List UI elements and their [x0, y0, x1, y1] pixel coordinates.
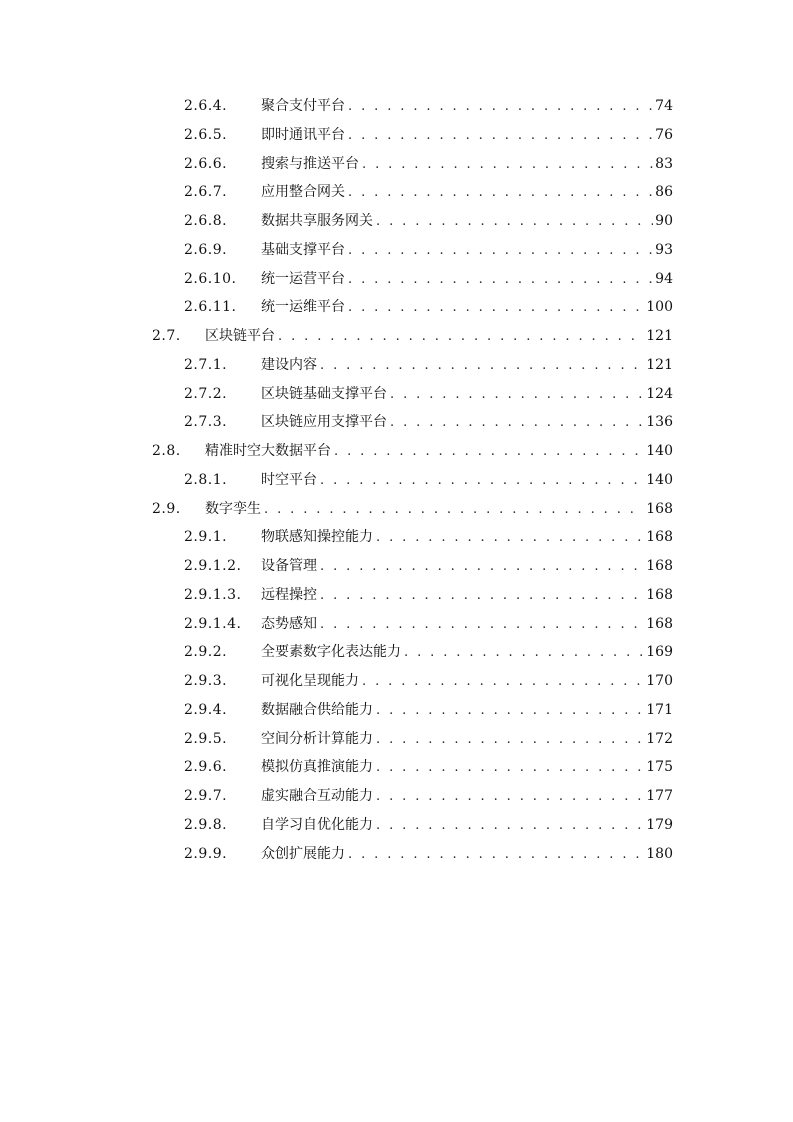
- toc-entry-title: 物联感知操控能力: [261, 529, 373, 546]
- toc-entry[interactable]: [0, 610, 793, 639]
- toc-entry-number: 2.6.10.: [184, 270, 237, 287]
- toc-entry-line: [261, 466, 673, 496]
- toc-entry-line: [261, 552, 673, 582]
- toc-entry-title: 基础支撑平台: [261, 241, 345, 258]
- toc-entry[interactable]: [0, 696, 793, 725]
- toc-entry-line: [205, 437, 673, 467]
- dot-leader: [376, 812, 644, 841]
- dot-leader: [376, 524, 644, 553]
- toc-entry-page-number: 168: [646, 615, 673, 632]
- toc-entry-title: 数据共享服务网关: [261, 213, 373, 229]
- toc-entry-line: [261, 293, 673, 323]
- toc-entry[interactable]: [0, 437, 793, 466]
- toc-entry-number: 2.6.7.: [184, 184, 228, 201]
- toc-entry-page-number: 94: [655, 270, 673, 287]
- toc-entry-number: 2.9.: [152, 500, 181, 517]
- toc-entry-number: 2.6.11.: [184, 299, 237, 316]
- toc-entry-page-number: 168: [646, 500, 673, 517]
- toc-entry-line: [261, 150, 673, 180]
- dot-leader: [348, 237, 653, 266]
- toc-entry-number: 2.9.4.: [184, 701, 228, 718]
- toc-entry-line: [261, 811, 673, 841]
- toc-entry-title: 精准时空大数据平台: [205, 443, 331, 459]
- dot-leader: [264, 496, 644, 525]
- toc-entry-page-number: 121: [646, 328, 673, 344]
- toc-entry[interactable]: [0, 178, 793, 207]
- dot-leader: [320, 352, 644, 381]
- toc-entry-title: 众创扩展能力: [261, 845, 345, 862]
- toc-entry[interactable]: [0, 466, 793, 495]
- toc-entry-page-number: 124: [646, 385, 673, 402]
- toc-entry-title: 区块链应用支撑平台: [261, 414, 387, 431]
- toc-entry-line: [261, 351, 673, 381]
- dot-leader: [334, 438, 644, 467]
- toc-entry[interactable]: [0, 236, 793, 265]
- toc-entry-line: [261, 725, 673, 755]
- toc-entry[interactable]: [0, 265, 793, 294]
- toc-entry-number: 2.8.1.: [184, 471, 228, 488]
- toc-entry-page-number: 76: [655, 126, 673, 143]
- toc-entry-page-number: 179: [646, 816, 673, 833]
- toc-entry-title: 设备管理: [261, 558, 317, 574]
- toc-entry-title: 统一运营平台: [261, 270, 345, 287]
- toc-entry[interactable]: [0, 552, 793, 581]
- toc-entry-number: 2.9.5.: [184, 730, 228, 747]
- toc-entry-page-number: 168: [646, 529, 673, 546]
- toc-entry-number: 2.9.9.: [184, 845, 228, 862]
- toc-entry-number: 2.9.7.: [184, 788, 228, 804]
- toc-entry[interactable]: [0, 667, 793, 696]
- toc-entry-page-number: 171: [646, 701, 673, 718]
- toc-entry-page-number: 172: [646, 730, 673, 747]
- toc-entry-line: [261, 782, 673, 812]
- toc-entry-number: 2.7.2.: [184, 385, 228, 402]
- toc-entry-title: 建设内容: [261, 356, 317, 373]
- toc-entry[interactable]: [0, 782, 793, 811]
- toc-entry-number: 2.8.: [152, 443, 181, 459]
- toc-entry-title: 区块链平台: [205, 328, 275, 344]
- toc-entry[interactable]: [0, 523, 793, 552]
- toc-entry-number: 2.6.4.: [184, 98, 228, 114]
- toc-entry-page-number: 140: [646, 471, 673, 488]
- toc-entry-page-number: 140: [646, 443, 673, 459]
- toc-entry-number: 2.9.1.3.: [184, 586, 242, 603]
- toc-entry[interactable]: [0, 351, 793, 380]
- dot-leader: [376, 726, 644, 755]
- toc-entry-line: [261, 610, 673, 640]
- toc-entry-page-number: 169: [646, 644, 673, 661]
- toc-entry-title: 全要素数字化表达能力: [261, 644, 401, 661]
- dot-leader: [390, 409, 644, 438]
- toc-entry[interactable]: [0, 408, 793, 437]
- toc-entry-title: 数字孪生: [205, 500, 261, 517]
- table-of-contents: [0, 92, 793, 868]
- toc-entry-line: [261, 581, 673, 611]
- toc-entry-line: [261, 638, 673, 668]
- toc-entry-page-number: 168: [646, 558, 673, 574]
- toc-entry-number: 2.9.8.: [184, 816, 228, 833]
- toc-entry-page-number: 90: [655, 213, 673, 229]
- toc-entry[interactable]: [0, 840, 793, 869]
- toc-entry[interactable]: [0, 638, 793, 667]
- toc-entry-page-number: 175: [646, 759, 673, 776]
- toc-entry-title: 虚实融合互动能力: [261, 788, 373, 804]
- toc-entry[interactable]: [0, 495, 793, 524]
- toc-entry-title: 统一运维平台: [261, 299, 345, 316]
- toc-entry-title: 聚合支付平台: [261, 98, 345, 114]
- toc-entry-line: [205, 495, 673, 525]
- toc-entry-title: 模拟仿真推演能力: [261, 759, 373, 776]
- toc-entry-line: [261, 265, 673, 295]
- toc-entry[interactable]: [0, 380, 793, 409]
- toc-entry[interactable]: [0, 121, 793, 150]
- toc-entry-number: 2.9.2.: [184, 644, 228, 661]
- toc-entry-line: [261, 753, 673, 783]
- toc-entry-title: 远程操控: [261, 586, 317, 603]
- toc-entry-number: 2.6.8.: [184, 213, 228, 229]
- toc-entry[interactable]: [0, 811, 793, 840]
- toc-entry[interactable]: [0, 322, 793, 351]
- toc-entry-page-number: 121: [646, 356, 673, 373]
- toc-entry[interactable]: [0, 725, 793, 754]
- toc-entry-title: 搜索与推送平台: [261, 155, 359, 172]
- toc-entry-title: 时空平台: [261, 471, 317, 488]
- toc-entry-page-number: 83: [655, 155, 673, 172]
- dot-leader: [348, 266, 653, 295]
- dot-leader: [376, 208, 653, 237]
- toc-entry-title: 自学习自优化能力: [261, 816, 373, 833]
- dot-leader: [376, 783, 644, 812]
- toc-entry-page-number: 180: [646, 845, 673, 862]
- toc-entry-title: 应用整合网关: [261, 184, 345, 201]
- toc-entry[interactable]: [0, 581, 793, 610]
- toc-entry-number: 2.7.: [152, 328, 181, 344]
- toc-entry-number: 2.9.6.: [184, 759, 228, 776]
- toc-entry-title: 即时通讯平台: [261, 126, 345, 143]
- toc-entry-page-number: 86: [655, 184, 673, 201]
- toc-entry-number: 2.9.1.: [184, 529, 228, 546]
- toc-entry[interactable]: [0, 207, 793, 236]
- dot-leader: [376, 754, 644, 783]
- dot-leader: [348, 841, 644, 870]
- toc-entry-line: [261, 236, 673, 266]
- dot-leader: [320, 611, 644, 640]
- toc-entry-number: 2.9.3.: [184, 673, 228, 689]
- dot-leader: [348, 122, 653, 151]
- toc-entry-line: [261, 121, 673, 151]
- dot-leader: [348, 93, 653, 122]
- toc-entry-title: 态势感知: [261, 615, 317, 632]
- dot-leader: [320, 553, 644, 582]
- toc-entry-title: 数据融合供给能力: [261, 701, 373, 718]
- toc-entry-line: [261, 523, 673, 553]
- toc-entry-page-number: 93: [655, 241, 673, 258]
- toc-entry[interactable]: [0, 150, 793, 179]
- toc-entry-title: 可视化呈现能力: [261, 673, 359, 689]
- dot-leader: [390, 381, 644, 410]
- dot-leader: [348, 294, 644, 323]
- toc-entry-page-number: 177: [646, 788, 673, 804]
- toc-entry-number: 2.6.5.: [184, 126, 228, 143]
- toc-entry-line: [261, 840, 673, 870]
- toc-entry[interactable]: [0, 92, 793, 121]
- toc-entry-line: [261, 207, 673, 237]
- dot-leader: [278, 323, 644, 352]
- dot-leader: [320, 467, 644, 496]
- toc-entry-line: [261, 92, 673, 122]
- toc-entry-line: [261, 380, 673, 410]
- dot-leader: [348, 179, 653, 208]
- toc-entry-number: 2.9.1.2.: [184, 558, 242, 574]
- toc-entry-line: [205, 322, 673, 352]
- toc-entry-line: [261, 696, 673, 726]
- toc-entry-page-number: 168: [646, 586, 673, 603]
- toc-entry-page-number: 170: [646, 673, 673, 689]
- toc-entry-page-number: 74: [655, 98, 673, 114]
- toc-entry-title: 区块链基础支撑平台: [261, 385, 387, 402]
- toc-entry-title: 空间分析计算能力: [261, 730, 373, 747]
- toc-entry-page-number: 100: [646, 299, 673, 316]
- dot-leader: [376, 697, 644, 726]
- toc-entry-number: 2.6.9.: [184, 241, 228, 258]
- toc-entry-number: 2.7.1.: [184, 356, 228, 373]
- toc-entry-number: 2.6.6.: [184, 155, 228, 172]
- dot-leader: [362, 668, 644, 697]
- toc-entry-line: [261, 667, 673, 697]
- toc-entry-page-number: 136: [646, 414, 673, 431]
- toc-entry-number: 2.7.3.: [184, 414, 228, 431]
- toc-entry[interactable]: [0, 753, 793, 782]
- toc-entry[interactable]: [0, 293, 793, 322]
- dot-leader: [404, 639, 644, 668]
- dot-leader: [362, 151, 653, 180]
- dot-leader: [320, 582, 644, 611]
- toc-entry-line: [261, 178, 673, 208]
- toc-entry-line: [261, 408, 673, 438]
- toc-entry-number: 2.9.1.4.: [184, 615, 242, 632]
